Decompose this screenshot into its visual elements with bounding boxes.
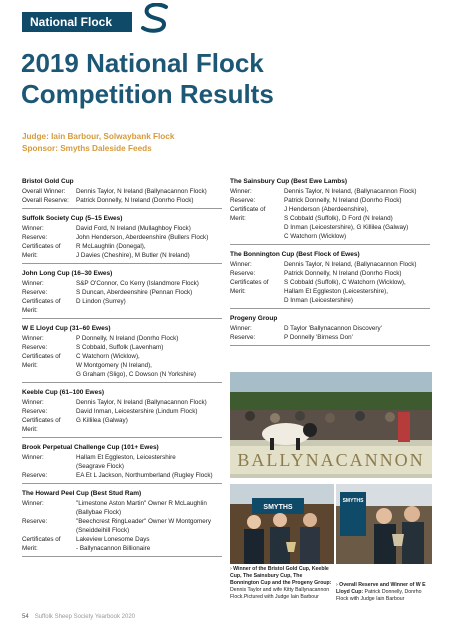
result-value: C Watchorn (Wicklow) bbox=[284, 233, 347, 240]
result-row bbox=[22, 352, 222, 361]
result-label: Merit: bbox=[22, 545, 38, 552]
result-row bbox=[22, 297, 222, 306]
result-value: D Inman (Leicestershire) bbox=[284, 297, 353, 304]
result-label bbox=[230, 223, 284, 232]
result-row bbox=[22, 233, 222, 242]
winner-photo bbox=[230, 484, 334, 564]
smyths-banner-text: SMYTHS bbox=[263, 504, 293, 511]
award-section bbox=[230, 250, 430, 309]
result-label: Certificates of bbox=[22, 243, 61, 250]
result-row bbox=[230, 333, 430, 342]
smyths-sign-text: SMYTHS bbox=[342, 498, 364, 504]
award-title: The Howard Peel Cup (Best Stud Ram) bbox=[22, 490, 142, 497]
result-row bbox=[22, 196, 222, 205]
result-label: Winner: bbox=[22, 225, 44, 232]
result-row bbox=[22, 224, 222, 233]
result-label bbox=[22, 526, 76, 535]
result-value: John Henderson, Aberdeenshire (Bullers Flock) bbox=[76, 234, 209, 241]
result-row bbox=[22, 370, 222, 379]
result-value: (Seagrave Flock) bbox=[76, 463, 124, 470]
award-title: The Bonnington Cup (Best Flock of Ewes) bbox=[230, 251, 360, 258]
result-row bbox=[230, 260, 430, 269]
result-label: Winner: bbox=[230, 188, 252, 195]
result-row bbox=[22, 453, 222, 462]
award-title: Bristol Gold Cup bbox=[22, 178, 74, 185]
result-label: Reserve: bbox=[22, 408, 48, 415]
footer-text: Suffolk Sheep Society Yearbook 2020 bbox=[34, 614, 135, 620]
result-value: David Ford, N Ireland (Mullaghboy Flock) bbox=[76, 225, 191, 232]
caption-reserve-bold: Overall Reserve and Winner of W E Lloyd Cup: bbox=[336, 582, 426, 595]
banner-text: BALLYNACANNON bbox=[237, 450, 425, 470]
result-label: Overall Winner: bbox=[22, 188, 66, 195]
award-title: Suffolk Society Cup (5–15 Ewes) bbox=[22, 215, 123, 222]
result-row bbox=[230, 214, 430, 223]
result-label: Merit: bbox=[22, 252, 38, 259]
reserve-photo-image bbox=[336, 484, 432, 564]
award-section bbox=[22, 214, 222, 264]
award-section bbox=[22, 388, 222, 438]
result-row bbox=[230, 223, 430, 232]
winner-photo-image bbox=[230, 484, 334, 564]
result-value: EA Et L Jackson, Northumberland (Rugley Flock) bbox=[76, 472, 213, 479]
result-value: (Ballybae Flock) bbox=[76, 509, 122, 516]
result-row bbox=[22, 517, 222, 526]
result-row bbox=[22, 306, 222, 315]
result-label: Merit: bbox=[230, 288, 246, 295]
result-value: W Montgomery (N Ireland), bbox=[76, 362, 152, 369]
result-label: Winner: bbox=[230, 325, 252, 332]
result-label: Certificate of bbox=[230, 206, 266, 213]
award-section bbox=[22, 324, 222, 383]
caption-reserve-text: Patrick Donnelly, Donrho Flock with Judge Iain Barbour bbox=[336, 589, 422, 602]
result-label: Overall Reserve: bbox=[22, 197, 69, 204]
result-label: Winner: bbox=[22, 454, 44, 461]
result-label: Reserve: bbox=[22, 344, 48, 351]
award-section bbox=[22, 443, 222, 484]
result-value: Hallam Et Eggleston (Leicestershire), bbox=[284, 288, 388, 295]
result-value: S Duncan, Aberdeenshire (Pennan Flock) bbox=[76, 289, 193, 296]
results-right-column bbox=[230, 177, 430, 351]
result-row bbox=[230, 324, 430, 333]
result-label: Certificates of bbox=[22, 417, 61, 424]
result-label: Merit: bbox=[22, 307, 38, 314]
section-tab-label: National Flock bbox=[30, 15, 113, 29]
result-value: Dennis Taylor, N Ireland, (Ballynacannon Flock) bbox=[284, 188, 417, 195]
ram-photo-image bbox=[230, 372, 432, 478]
award-title: W E Lloyd Cup (31–60 Ewes) bbox=[22, 325, 111, 332]
result-row bbox=[22, 407, 222, 416]
result-label: Winner: bbox=[22, 280, 44, 287]
result-row bbox=[22, 251, 222, 260]
result-value: D Inman (Leicestershire), G Killilea (Galway) bbox=[284, 224, 409, 231]
result-value: "Beechcrest RingLeader" Owner W Montgomery bbox=[76, 518, 212, 525]
result-label bbox=[230, 296, 284, 305]
result-label: Certificates of bbox=[22, 536, 61, 543]
result-label: Reserve: bbox=[230, 270, 256, 277]
result-row bbox=[230, 269, 430, 278]
result-value: (Sneiddeihill Flock) bbox=[76, 527, 130, 534]
result-value: J Henderson (Aberdeenshire), bbox=[284, 206, 369, 213]
award-section bbox=[22, 489, 222, 557]
result-row bbox=[22, 242, 222, 251]
award-section bbox=[22, 177, 222, 209]
result-label: Certificates of bbox=[22, 298, 61, 305]
award-section bbox=[230, 177, 430, 245]
result-value: Dennis Taylor, N Ireland (Ballynacannon Flock) bbox=[76, 399, 207, 406]
result-label: Merit: bbox=[22, 362, 38, 369]
result-value: Lakeview Lonesome Days bbox=[76, 536, 150, 543]
result-value bbox=[76, 425, 222, 434]
caption-winner: › Winner of the Bristol Gold Cup, Keeble Cup, The Sainsbury Cup, The Bonnington Cup and the Progeny Group: Dennis Taylor and wife Kitty Ballynacannon Flock.Pictured with Judge Iain Barbour bbox=[230, 566, 332, 600]
result-label: Reserve: bbox=[22, 234, 48, 241]
result-row bbox=[22, 508, 222, 517]
result-row bbox=[22, 471, 222, 480]
result-value: S Cobbald, Suffolk (Lavenham) bbox=[76, 344, 164, 351]
award-title: Progeny Group bbox=[230, 315, 278, 322]
result-label: Reserve: bbox=[230, 334, 256, 341]
result-label bbox=[230, 232, 284, 241]
result-label bbox=[22, 508, 76, 517]
result-value: David Inman, Leicestershire (Lindum Flock) bbox=[76, 408, 198, 415]
award-section bbox=[230, 314, 430, 346]
result-row bbox=[22, 187, 222, 196]
result-value: J Davies (Cheshire), M Butler (N Ireland) bbox=[76, 252, 190, 259]
result-label: Reserve: bbox=[22, 289, 48, 296]
page-footer bbox=[22, 614, 135, 620]
award-section bbox=[22, 269, 222, 319]
result-value: D Taylor 'Ballynacannon Discovery' bbox=[284, 325, 382, 332]
result-row bbox=[22, 462, 222, 471]
page-title: 2019 National Flock Competition Results bbox=[21, 48, 274, 109]
award-title: Brook Perpetual Challenge Cup (101+ Ewes) bbox=[22, 444, 159, 451]
result-value: Patrick Donnelly, N Ireland (Donrho Flock) bbox=[76, 197, 194, 204]
result-label bbox=[22, 370, 76, 379]
result-value: Hallam Et Eggleston, Leicestershire bbox=[76, 454, 176, 461]
result-value bbox=[76, 306, 222, 315]
result-value: "Limestone Aston Martin" Owner R McLaughlin bbox=[76, 500, 207, 507]
judge-line: Judge: Iain Barbour, Solwaybank Flock bbox=[22, 132, 175, 141]
result-row bbox=[230, 187, 430, 196]
result-value: R McLaughlin (Donegal), bbox=[76, 243, 146, 250]
caption-reserve: › Overall Reserve and Winner of W E Lloyd Cup: Patrick Donnelly, Donrho Flock with Judge Iain Barbour bbox=[336, 582, 426, 602]
award-title: Keeble Cup (61–100 Ewes) bbox=[22, 389, 105, 396]
result-value: S Cobbald (Suffolk), D Ford (N Ireland) bbox=[284, 215, 393, 222]
caption-winner-bold: Winner of the Bristol Gold Cup, Keeble Cup, The Sainsbury Cup, The Bonnington Cup and the Progeny Group: bbox=[230, 566, 332, 586]
result-value: C Watchorn (Wicklow), bbox=[76, 353, 140, 360]
result-value: S&P O'Connor, Co Kerry (Islandmore Flock) bbox=[76, 280, 199, 287]
award-title: The Sainsbury Cup (Best Ewe Lambs) bbox=[230, 178, 348, 185]
result-row bbox=[230, 232, 430, 241]
result-row bbox=[22, 544, 222, 553]
result-row bbox=[22, 526, 222, 535]
result-value: - Ballynacannon Billionaire bbox=[76, 545, 151, 552]
result-value: S Cobbald (Suffolk), C Watchorn (Wicklow), bbox=[284, 279, 406, 286]
result-value: Dennis Taylor, N Ireland (Ballynacannon Flock) bbox=[76, 188, 207, 195]
caption-winner-text: Dennis Taylor and wife Kitty Ballynacannon Flock.Pictured with Judge Iain Barbour bbox=[230, 587, 330, 600]
page-number: 54 bbox=[22, 614, 29, 620]
result-label: Merit: bbox=[22, 426, 38, 433]
reserve-photo bbox=[336, 484, 432, 564]
result-row bbox=[22, 279, 222, 288]
result-row bbox=[22, 535, 222, 544]
result-row bbox=[230, 296, 430, 305]
result-row bbox=[230, 205, 430, 214]
result-label: Certificates of bbox=[230, 279, 269, 286]
result-label: Reserve: bbox=[22, 518, 48, 525]
result-value: P Donnelly 'Birness Don' bbox=[284, 334, 353, 341]
result-row bbox=[22, 343, 222, 352]
result-label: Reserve: bbox=[230, 197, 256, 204]
sponsor-line: Sponsor: Smyths Daleside Feeds bbox=[22, 144, 152, 153]
result-row bbox=[22, 425, 222, 434]
result-value: D Lindon (Surrey) bbox=[76, 298, 126, 305]
result-row bbox=[230, 287, 430, 296]
suffolk-s-logo-icon bbox=[138, 3, 172, 33]
result-label: Winner: bbox=[22, 335, 44, 342]
result-row bbox=[230, 278, 430, 287]
result-row bbox=[22, 499, 222, 508]
result-label: Winner: bbox=[230, 261, 252, 268]
result-label: Winner: bbox=[22, 500, 44, 507]
result-row bbox=[22, 416, 222, 425]
ram-photo bbox=[230, 372, 432, 478]
result-label: Winner: bbox=[22, 399, 44, 406]
result-value: Dennis Taylor, N Ireland, (Ballynacannon Flock) bbox=[284, 261, 417, 268]
award-title: John Long Cup (16–30 Ewes) bbox=[22, 270, 113, 277]
result-value: Patrick Donnelly, N Ireland (Donrho Flock) bbox=[284, 197, 402, 204]
result-label bbox=[22, 462, 76, 471]
result-row bbox=[230, 196, 430, 205]
result-row bbox=[22, 398, 222, 407]
result-value: G Killilea (Galway) bbox=[76, 417, 128, 424]
result-label: Certificates of bbox=[22, 353, 61, 360]
result-row bbox=[22, 334, 222, 343]
result-row bbox=[22, 361, 222, 370]
section-tab bbox=[22, 12, 132, 32]
result-row bbox=[22, 288, 222, 297]
result-label: Reserve: bbox=[22, 472, 48, 479]
result-value: P Donnelly, N Ireland (Donrho Flock) bbox=[76, 335, 179, 342]
judge-block bbox=[22, 131, 174, 155]
result-value: G Graham (Sligo), C Dowson (N Yorkshire) bbox=[76, 371, 197, 378]
results-left-column bbox=[22, 177, 222, 562]
result-label: Merit: bbox=[230, 215, 246, 222]
result-value: Patrick Donnelly, N Ireland (Donrho Flock) bbox=[284, 270, 402, 277]
